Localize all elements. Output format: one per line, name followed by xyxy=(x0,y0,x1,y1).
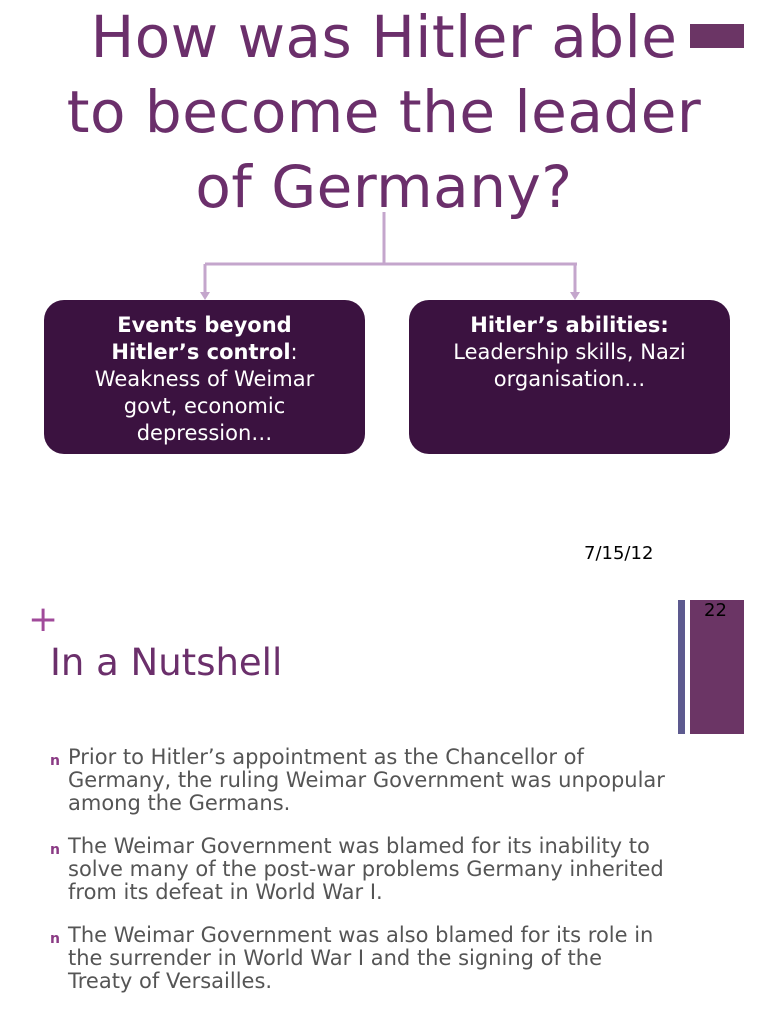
bullet-marker-icon: n xyxy=(50,753,60,769)
title-line-2: to become the leader xyxy=(66,78,702,146)
left-box-body-3: depression… xyxy=(136,421,273,445)
slide-date: 7/15/12 xyxy=(584,543,654,564)
right-box-body-2: organisation… xyxy=(493,367,646,391)
right-box-heading: Hitler’s abilities: xyxy=(470,313,669,337)
bullet-marker-icon: n xyxy=(50,842,60,858)
left-box-body-1: Weakness of Weimar xyxy=(94,367,315,391)
title-line-1: How was Hitler able xyxy=(90,3,678,71)
bullet-text: The Weimar Government was also blamed for its role in the surrender in World War I and the signing of the Treaty of Versailles. xyxy=(68,923,654,993)
section-title: In a Nutshell xyxy=(50,641,283,684)
left-box-body-2: govt, economic xyxy=(123,394,286,418)
arrow-left-icon xyxy=(200,292,210,300)
bullet-item xyxy=(48,924,668,993)
bullet-text: Prior to Hitler’s appointment as the Chancellor of Germany, the ruling Weimar Government was unpopular among the Germans. xyxy=(68,745,665,815)
page-number: 22 xyxy=(704,600,727,621)
title-line-3: of Germany? xyxy=(195,153,573,221)
bullet-text: The Weimar Government was blamed for its inability to solve many of the post-war problems Germany inherited from its defeat in World War I. xyxy=(68,834,664,904)
bullet-list xyxy=(48,746,668,1013)
hitlers-abilities-box xyxy=(409,300,730,454)
left-box-heading-1: Events beyond xyxy=(117,313,292,337)
bullet-item xyxy=(48,835,668,904)
bullet-item xyxy=(48,746,668,815)
side-accent-thin-bar xyxy=(678,600,685,734)
left-box-heading-2: Hitler’s control xyxy=(111,340,291,364)
bullet-marker-icon: n xyxy=(50,931,60,947)
right-box-body-1: Leadership skills, Nazi xyxy=(453,340,686,364)
plus-icon: + xyxy=(28,599,59,640)
events-beyond-control-box xyxy=(44,300,365,454)
left-box-colon: : xyxy=(290,340,298,364)
arrow-right-icon xyxy=(570,292,580,300)
connector-lines xyxy=(0,0,768,310)
